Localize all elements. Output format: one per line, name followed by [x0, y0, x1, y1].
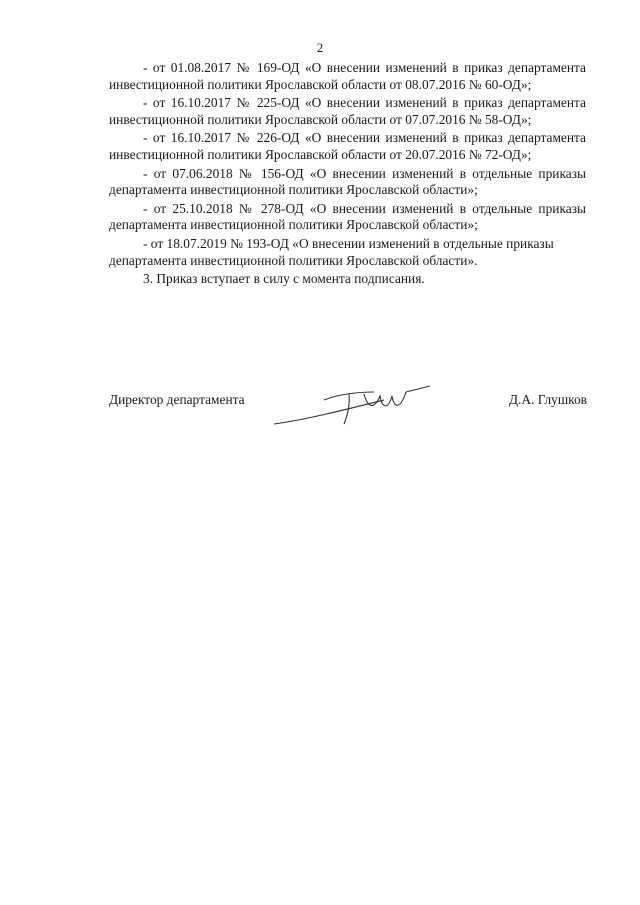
signatory-title: Директор департамента: [109, 392, 245, 407]
signatory-name: Д.А. Глушков: [508, 392, 587, 407]
list-item: - от 25.10.2018 № 278-ОД «О внесении изменений в отдельные приказы департамента инвестиционной политики Ярославской области»;: [109, 200, 586, 233]
final-clause: 3. Приказ вступает в силу с момента подписания.: [143, 271, 425, 287]
list-item: - от 18.07.2019 № 193-ОД «О внесении изменений в отдельные приказы департамента инвестиционной политики Ярославской области».: [109, 235, 554, 268]
signature-block: [109, 380, 587, 430]
handwritten-signature: [264, 380, 444, 430]
document-body: [109, 60, 586, 301]
list-item: - от 16.10.2017 № 226-ОД «О внесении изменений в приказ департамента инвестиционной политики Ярославской области от 20.07.2016 № 72-ОД»;: [109, 130, 586, 162]
list-item: - от 16.10.2017 № 225-ОД «О внесении изменений в приказ департамента инвестиционной политики Ярославской области от 07.07.2016 № 58-ОД»;: [109, 95, 586, 127]
page-number: 2: [316, 40, 324, 55]
list-item: - от 01.08.2017 № 169-ОД «О внесении изменений в приказ департамента инвестиционной политики Ярославской области от 08.07.2016 № 60-ОД»;: [109, 60, 586, 92]
list-item: - от 07.06.2018 № 156-ОД «О внесении изменений в отдельные приказы департамента инвестиционной политики Ярославской области»;: [109, 165, 586, 198]
